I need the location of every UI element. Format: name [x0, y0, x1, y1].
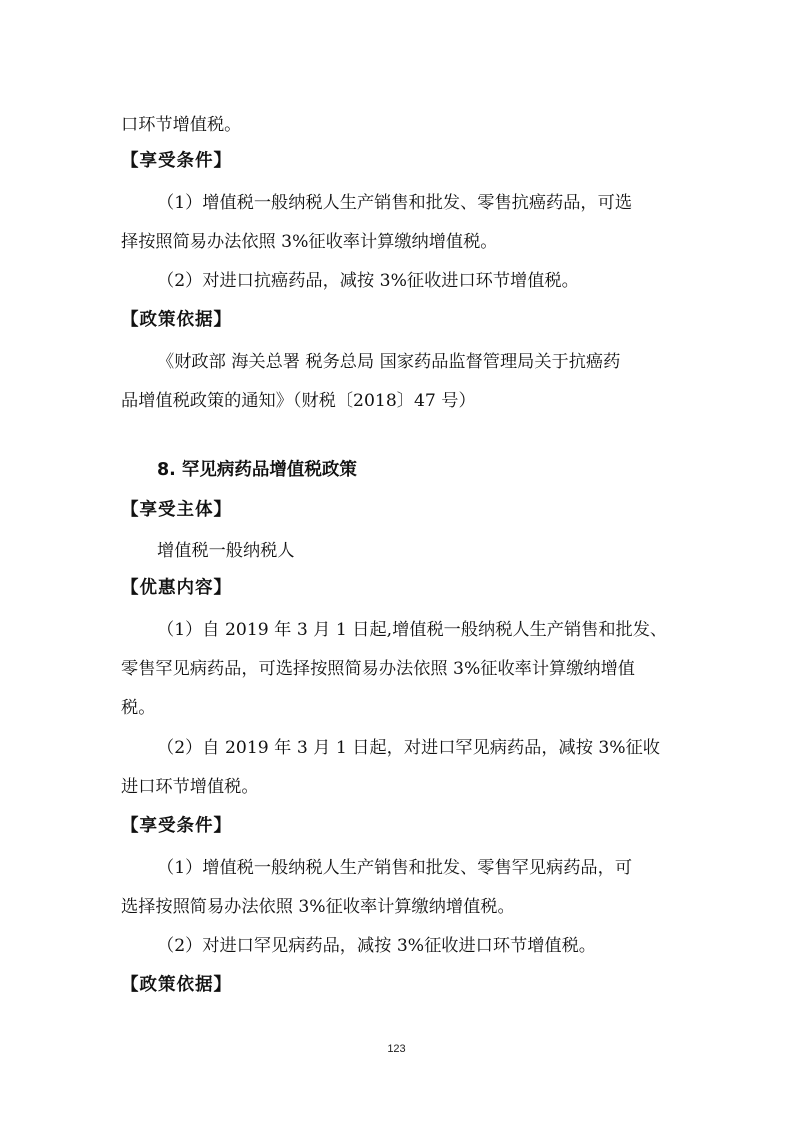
section-heading-conditions: 【享受条件】 [121, 816, 232, 836]
text-line: （1）自 2019 年 3 月 1 日起,增值税一般纳税人生产销售和批发、 [157, 620, 668, 640]
text-line: 口环节增值税。 [121, 115, 242, 135]
section-heading-subject: 【享受主体】 [121, 500, 232, 520]
text-line: 零售罕见病药品，可选择按照简易办法依照 3%征收率计算缴纳增值 [121, 659, 635, 679]
section-heading-conditions: 【享受条件】 [121, 151, 232, 171]
text-line: 增值税一般纳税人 [157, 541, 295, 561]
text-line: 《财政部 海关总署 税务总局 国家药品监督管理局关于抗癌药 [157, 352, 621, 372]
text-line: 品增值税政策的通知》（财税〔2018〕47 号） [121, 391, 476, 411]
section-heading-basis: 【政策依据】 [121, 975, 232, 995]
text-line: 进口环节增值税。 [121, 777, 259, 797]
text-line: 税。 [121, 698, 156, 718]
section-heading-basis: 【政策依据】 [121, 310, 232, 330]
text-line: （2）对进口罕见病药品，减按 3%征收进口环节增值税。 [157, 936, 596, 956]
text-line: 选择按照简易办法依照 3%征收率计算缴纳增值税。 [121, 897, 515, 917]
section-title: 8. 罕见病药品增值税政策 [157, 460, 357, 480]
text-line: （1）增值税一般纳税人生产销售和批发、零售抗癌药品，可选 [157, 193, 633, 213]
text-line: （2）对进口抗癌药品，减按 3%征收进口环节增值税。 [157, 271, 579, 291]
section-heading-content: 【优惠内容】 [121, 578, 232, 598]
text-line: 择按照简易办法依照 3%征收率计算缴纳增值税。 [121, 232, 498, 252]
page-number: 123 [387, 1043, 406, 1055]
text-line: （1）增值税一般纳税人生产销售和批发、零售罕见病药品，可 [157, 858, 633, 878]
text-line: （2）自 2019 年 3 月 1 日起，对进口罕见病药品，减按 3%征收 [157, 738, 660, 758]
